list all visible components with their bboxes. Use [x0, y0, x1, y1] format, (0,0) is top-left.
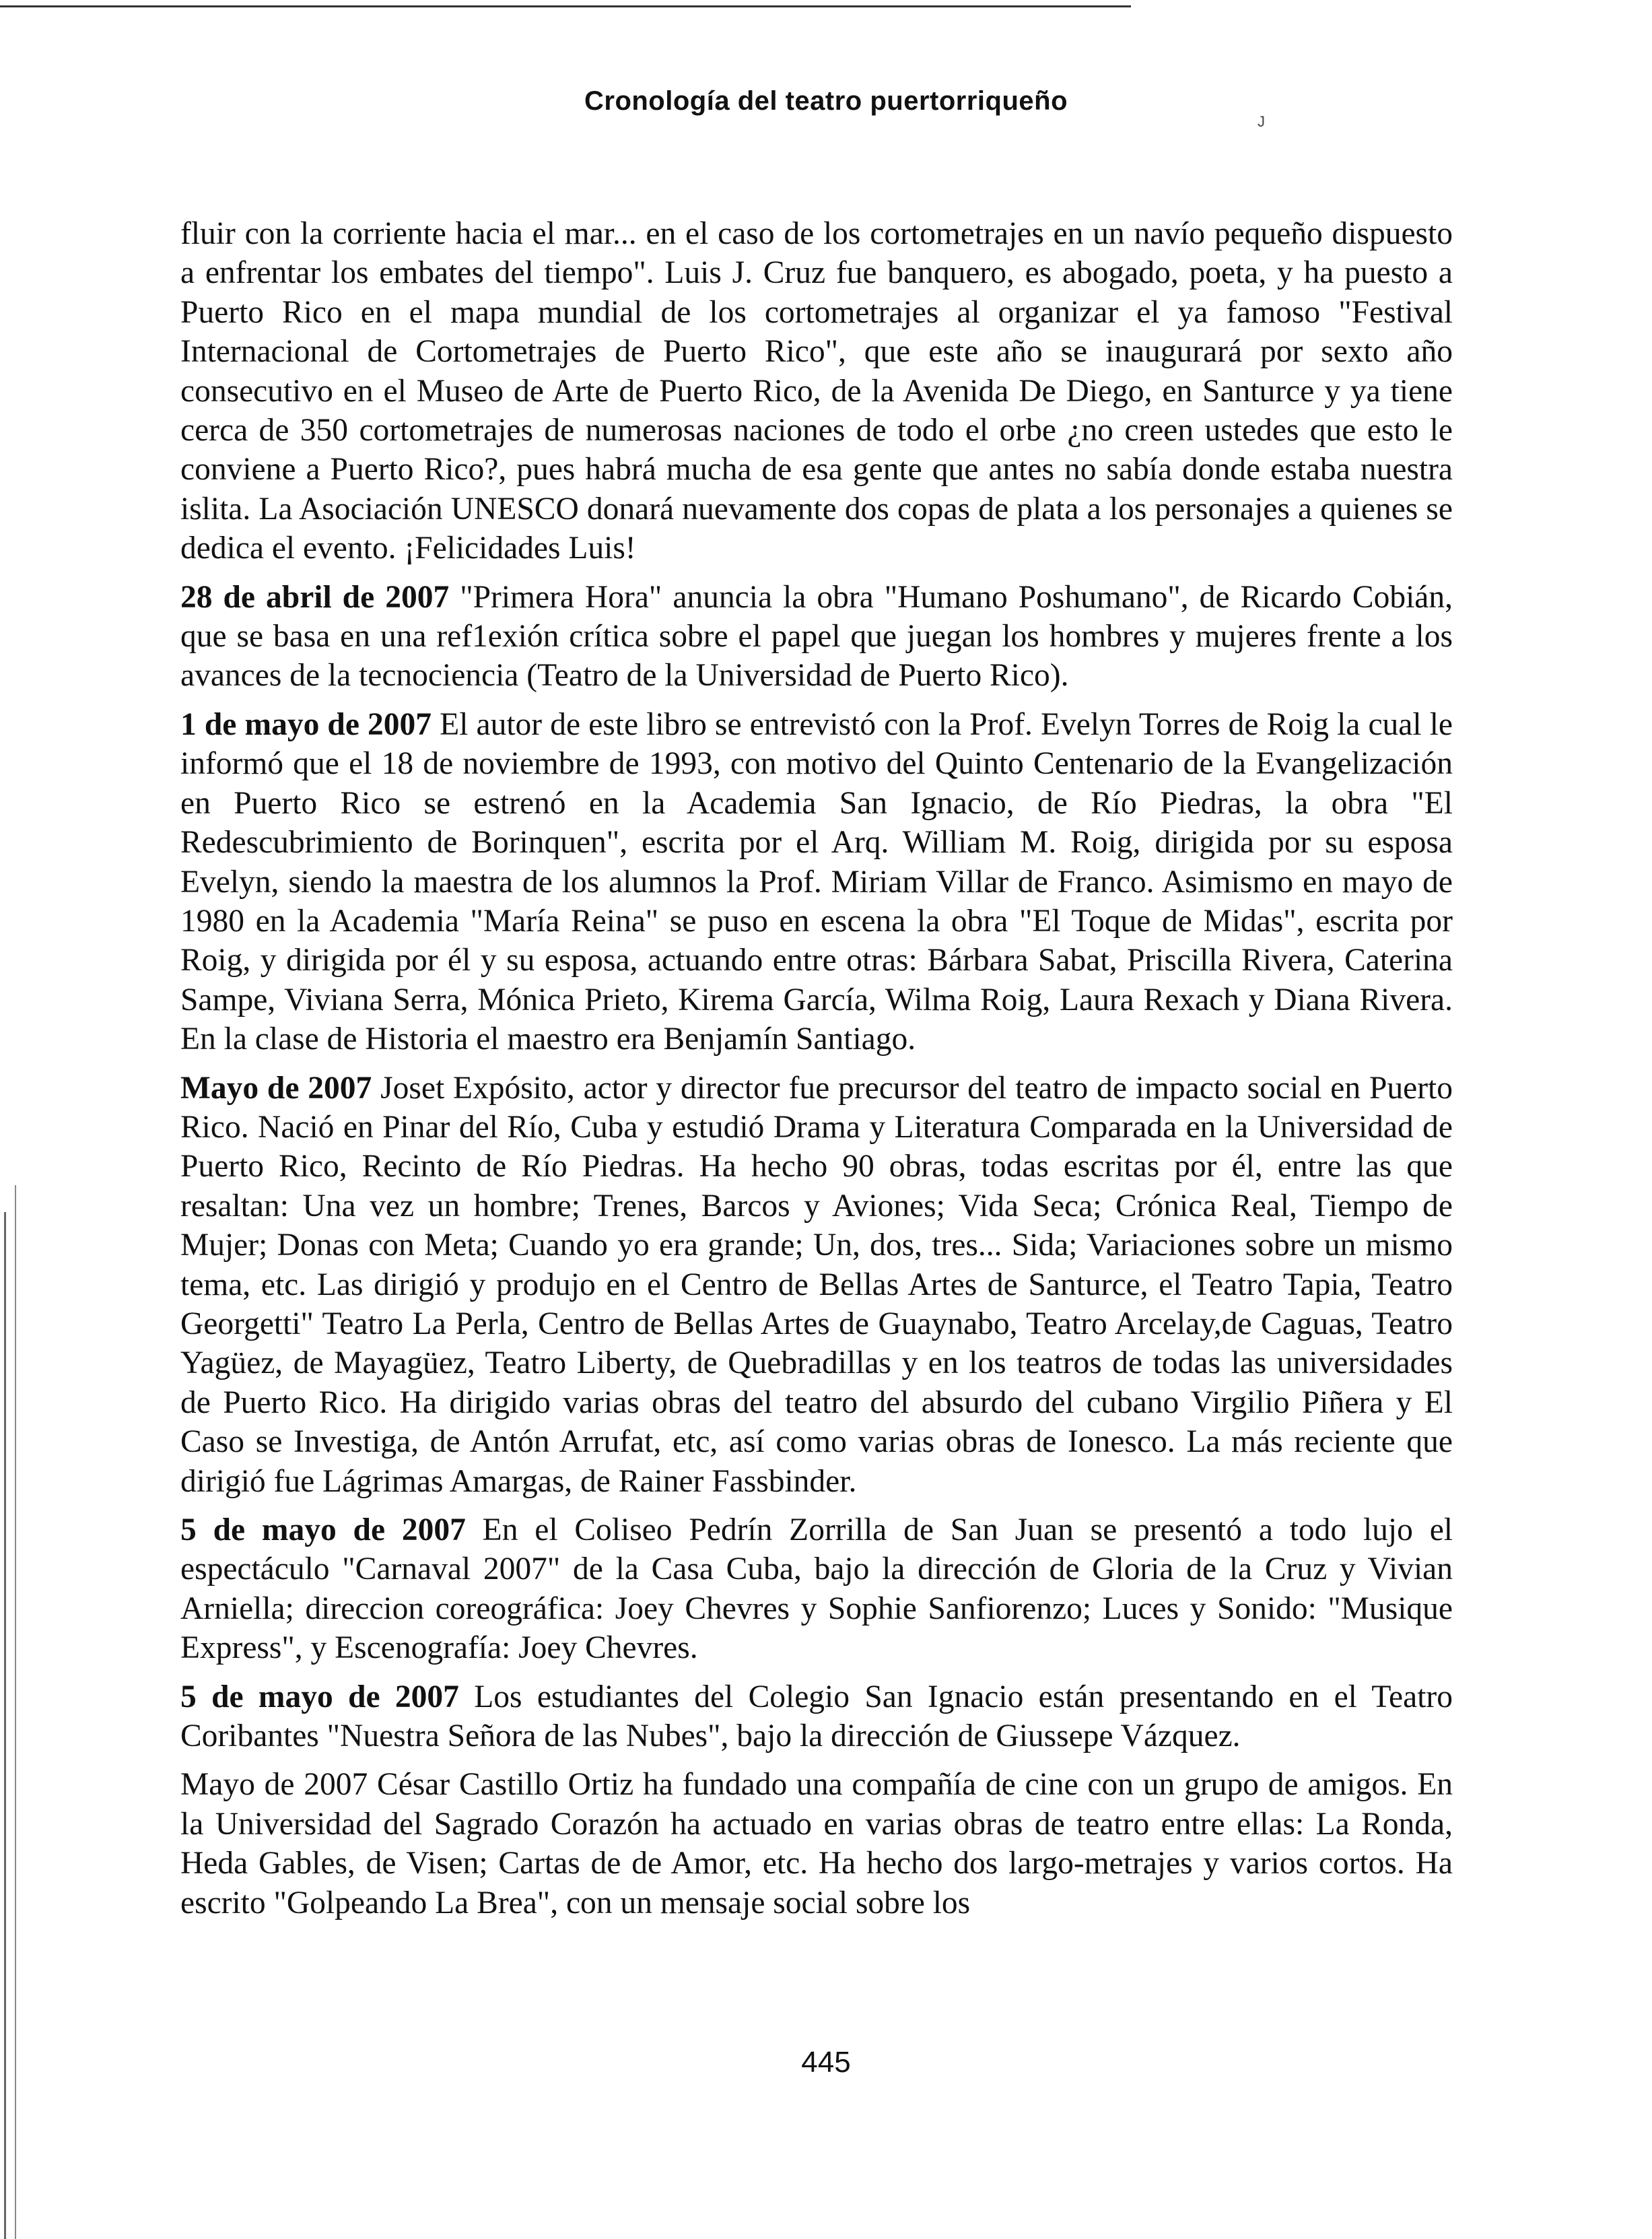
paragraph-text: En el Coliseo Pedrín Zorrilla de San Juan se presentó a todo lujo el espectáculo "Carnaval 2007" de la Casa Cuba, bajo la dirección de Gloria de la Cruz y Vivian Arniella; direccion coreográfica: Joey Chevres y Sophie Sanfiorenzo; Luces y Sonido: "Musique Express", y Escenografía: Joey Chevres.	[180, 1512, 1453, 1666]
paragraph-6	[180, 1677, 1453, 1756]
scan-left-border	[4, 1212, 6, 2239]
paragraph-lead: 1 de mayo de 2007	[180, 706, 432, 742]
body-text	[180, 214, 1453, 1932]
paragraph-text: Joset Expósito, actor y director fue precursor del teatro de impacto social en Puerto Rico. Nació en Pinar del Río, Cuba y estudió Drama y Literatura Comparada en la Universidad de Puerto Rico, Recinto de Río Piedras. Ha hecho 90 obras, todas escritas por él, entre las que resaltan: Una vez un hombre; Trenes, Barcos y Aviones; Vida Seca; Crónica Real, Tiempo de Mujer; Donas con Meta; Cuando yo era grande; Un, dos, tres... Sida; Variaciones sobre un mismo tema, etc. Las dirigió y produjo en el Centro de Bellas Artes de Santurce, el Teatro Tapia, Teatro Georgetti" Teatro La Perla, Centro de Bellas Artes de Guaynabo, Teatro Arcelay,de Caguas, Teatro Yagüez, de Mayagüez, Teatro Liberty, de Quebradillas y en los teatros de todas las universidades de Puerto Rico. Ha dirigido varias obras del teatro del absurdo del cubano Virgilio Piñera y El Caso se Investiga, de Antón Arrufat, etc, así como varias obras de Ionesco. La más reciente que dirigió fue Lágrimas Amargas, de Rainer Fassbinder.	[180, 1070, 1453, 1499]
scan-top-border	[0, 5, 1131, 7]
paragraph-text: fluir con la corriente hacia el mar... en el caso de los cortometrajes en un navío pequeño dispuesto a enfrentar los embates del tiempo". Luis J. Cruz fue banquero, es abogado, poeta, y ha puesto a Puerto Rico en el mapa mundial de los cortometrajes al organizar el ya famoso "Festival Internacional de Cortometrajes de Puerto Rico", que este año se inaugurará por sexto año consecutivo en el Museo de Arte de Puerto Rico, de la Avenida De Diego, en Santurce y ya tiene cerca de 350 cortometrajes de numerosas naciones de todo el orbe ¿no creen ustedes que esto le conviene a Puerto Rico?, pues habrá mucha de esa gente que antes no sabía donde estaba nuestra islita. La Asociación UNESCO donará nuevamente dos copas de plata a los personajes a quienes se dedica el evento. ¡Felicidades Luis!	[180, 216, 1453, 566]
paragraph-4	[180, 1069, 1453, 1501]
paragraph-lead: 5 de mayo de 2007	[180, 1512, 466, 1547]
paragraph-lead: 5 de mayo de 2007	[180, 1679, 459, 1714]
paragraph-text: Mayo de 2007 César Castillo Ortiz ha fundado una compañía de cine con un grupo de amigos. En la Universidad del Sagrado Corazón ha actuado en varias obras de teatro entre ellas: La Ronda, Heda Gables, de Visen; Cartas de de Amor, etc. Ha hecho dos largo-metrajes y varios cortos. Ha escrito "Golpeando La Brea", con un mensaje social sobre los	[180, 1767, 1453, 1920]
page-number: 445	[801, 2046, 851, 2079]
stray-mark: J	[1258, 113, 1265, 130]
paragraph-lead: 28 de abril de 2007	[180, 579, 450, 615]
running-header: Cronología del teatro puertorriqueño	[584, 86, 1068, 116]
paragraph-3	[180, 705, 1453, 1059]
scan-left-border-inner	[15, 1185, 16, 2239]
paragraph-2	[180, 578, 1453, 696]
paragraph-text: Los estudiantes del Colegio San Ignacio están presentando en el Teatro Coribantes "Nuestra Señora de las Nubes", bajo la dirección de Giussepe Vázquez.	[180, 1679, 1453, 1754]
paragraph-7	[180, 1765, 1453, 1923]
paragraph-text: "Primera Hora" anuncia la obra "Humano Poshumano", de Ricardo Cobián, que se basa en una ref1exión crítica sobre el papel que juegan los hombres y mujeres frente a los avances de la tecnociencia (Teatro de la Universidad de Puerto Rico).	[180, 579, 1453, 694]
paragraph-lead: Mayo de 2007	[180, 1070, 372, 1106]
paragraph-1	[180, 214, 1453, 568]
paragraph-text: El autor de este libro se entrevistó con la Prof. Evelyn Torres de Roig la cual le informó que el 18 de noviembre de 1993, con motivo del Quinto Centenario de la Evangelización en Puerto Rico se estrenó en la Academia San Ignacio, de Río Piedras, la obra "El Redescubrimiento de Borinquen", escrita por el Arq. William M. Roig, dirigida por su esposa Evelyn, siendo la maestra de los alumnos la Prof. Miriam Villar de Franco. Asimismo en mayo de 1980 en la Academia "María Reina" se puso en escena la obra "El Toque de Midas", escrita por Roig, y dirigida por él y su esposa, actuando entre otras: Bárbara Sabat, Priscilla Rivera, Caterina Sampe, Viviana Serra, Mónica Prieto, Kirema García, Wilma Roig, Laura Rexach y Diana Rivera. En la clase de Historia el maestro era Benjamín Santiago.	[180, 706, 1453, 1057]
paragraph-5	[180, 1510, 1453, 1668]
